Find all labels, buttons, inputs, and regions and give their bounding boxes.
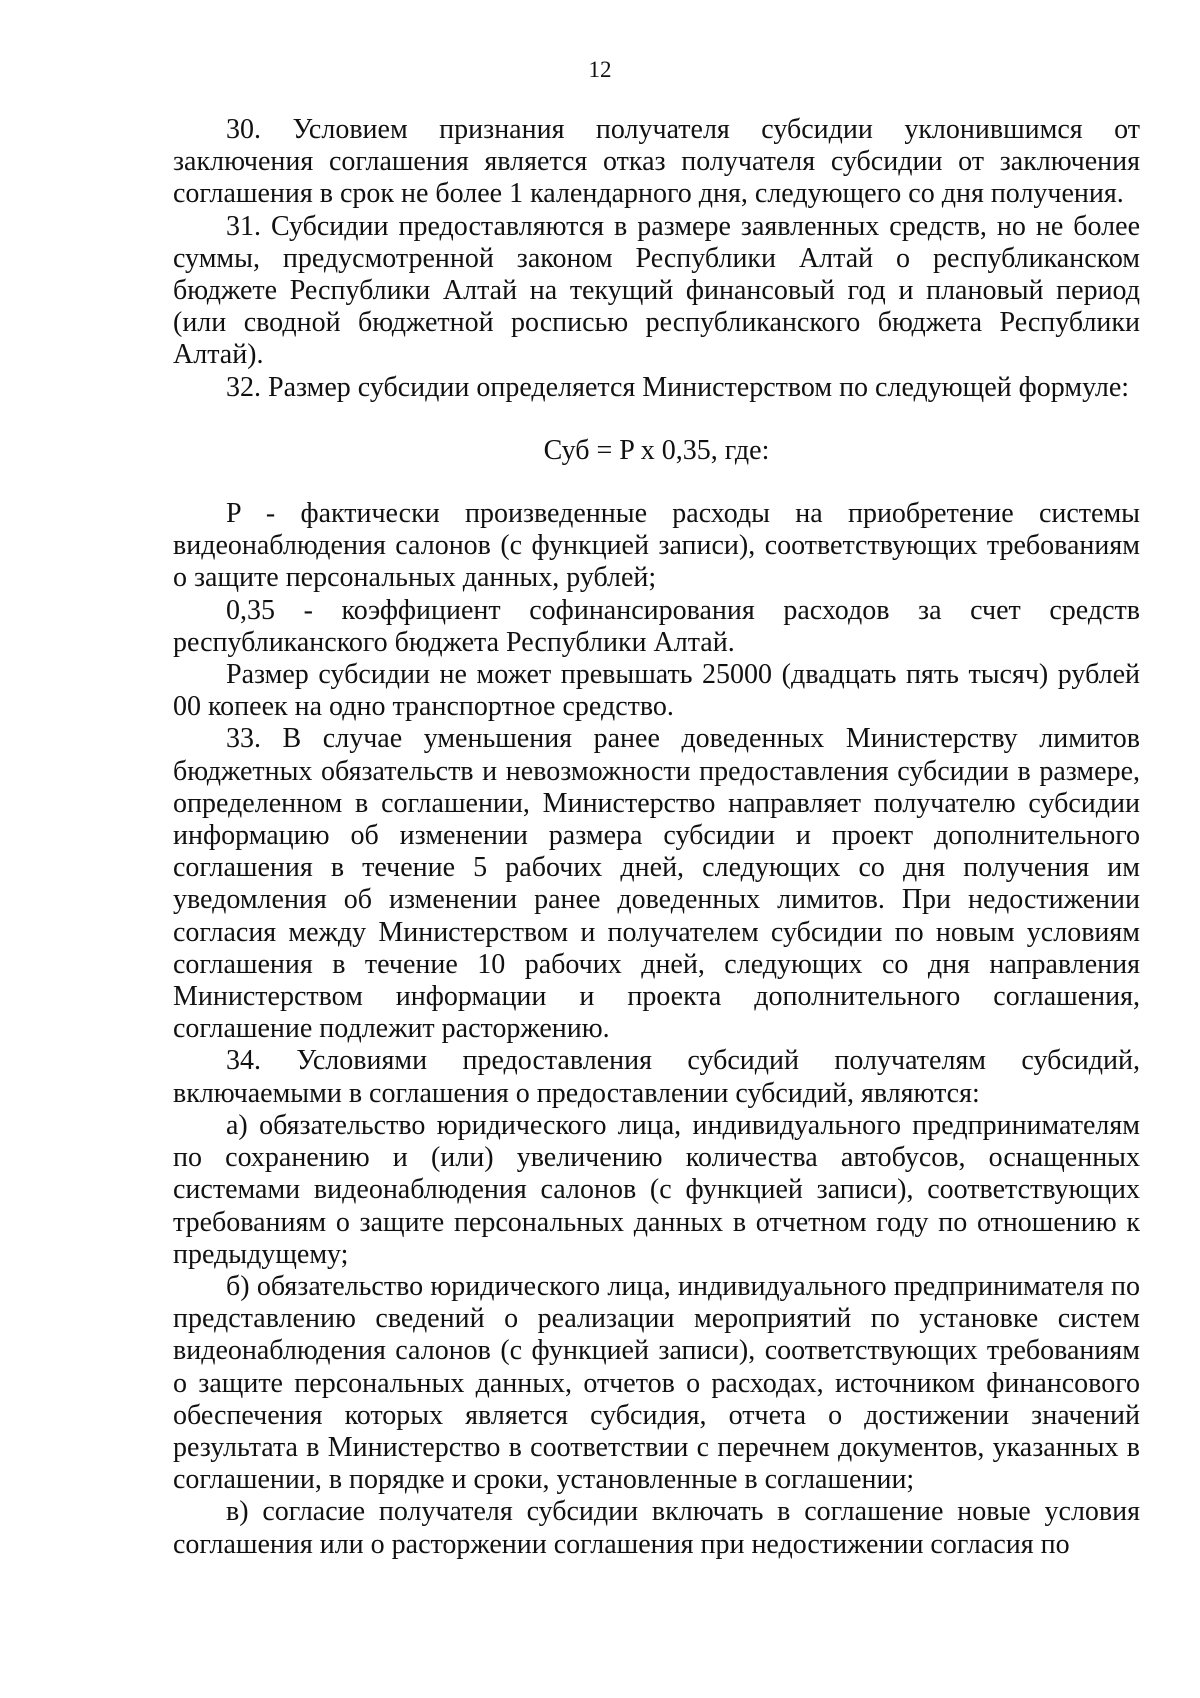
subsidy-limit-paragraph: Размер субсидии не может превышать 25000 (двадцать пять тысяч) рублей 00 копеек на одно транспортное средство.: [173, 659, 1140, 723]
page-number: 12: [588, 57, 612, 82]
paragraph-31: 31. Субсидии предоставляются в размере заявленных средств, но не более суммы, предусмотренной законом Республики Алтай о республиканском бюджете Республики Алтай на текущий финансовый год и плановый период (или сводной бюджетной росписью республиканского бюджета Республики Алтай).: [173, 210, 1140, 371]
paragraph-34: 34. Условиями предоставления субсидий получателям субсидий, включаемыми в соглашения о предоставлении субсидий, являются:: [173, 1045, 1140, 1109]
paragraph-32: 32. Размер субсидии определяется Министерством по следующей формуле:: [226, 371, 1130, 403]
formula-definition-p: P - фактически произведенные расходы на приобретение системы видеонаблюдения салонов (с функцией записи), соответствующих требованиям о защите персональных данных, рублей;: [173, 498, 1140, 594]
paragraph-34-item-a: а) обязательство юридического лица, индивидуального предпринимателям по сохранению и (или) увеличению количества автобусов, оснащенных системами видеонаблюдения салонов (с функцией записи), соответствующих требованиям о защите персональных данных в отчетном году по отношению к предыдущему;: [173, 1109, 1140, 1270]
document-body: [173, 114, 1140, 1561]
formula-definition-coefficient: 0,35 - коэффициент софинансирования расходов за счет средств республиканского бюджета Республики Алтай.: [173, 594, 1140, 658]
paragraph-30: 30. Условием признания получателя субсидии уклонившимся от заключения соглашения является отказ получателя субсидии от заключения соглашения в срок не более 1 календарного дня, следующего со дня получения.: [173, 114, 1140, 210]
paragraph-34-item-b: б) обязательство юридического лица, индивидуального предпринимателя по представлению сведений о реализации мероприятий по установке систем видеонаблюдения салонов (с функцией записи), соответствующих требованиям о защите персональных данных, отчетов о расходах, источником финансового обеспечения которых является субсидия, отчета о достижении значений результата в Министерство в соответствии с перечнем документов, указанных в соглашении, в порядке и сроки, установленные в соглашении;: [173, 1270, 1140, 1496]
subsidy-formula: Суб = P x 0,35, где:: [543, 434, 770, 466]
paragraph-34-item-v: в) согласие получателя субсидии включать в соглашение новые условия соглашения или о расторжении соглашения при недостижении согласия по: [173, 1496, 1140, 1560]
paragraph-33: 33. В случае уменьшения ранее доведенных Министерству лимитов бюджетных обязательств и невозможности предоставления субсидии в размере, определенном в соглашении, Министерство направляет получателю субсидии информацию об изменении размера субсидии и проект дополнительного соглашения в течение 5 рабочих дней, следующих со дня получения им уведомления об изменении ранее доведенных лимитов. При недостижении согласия между Министерством и получателем субсидии по новым условиям соглашения в течение 10 рабочих дней, следующих со дня направления Министерством информации и проекта дополнительного соглашения, соглашение подлежит расторжению.: [173, 723, 1140, 1045]
